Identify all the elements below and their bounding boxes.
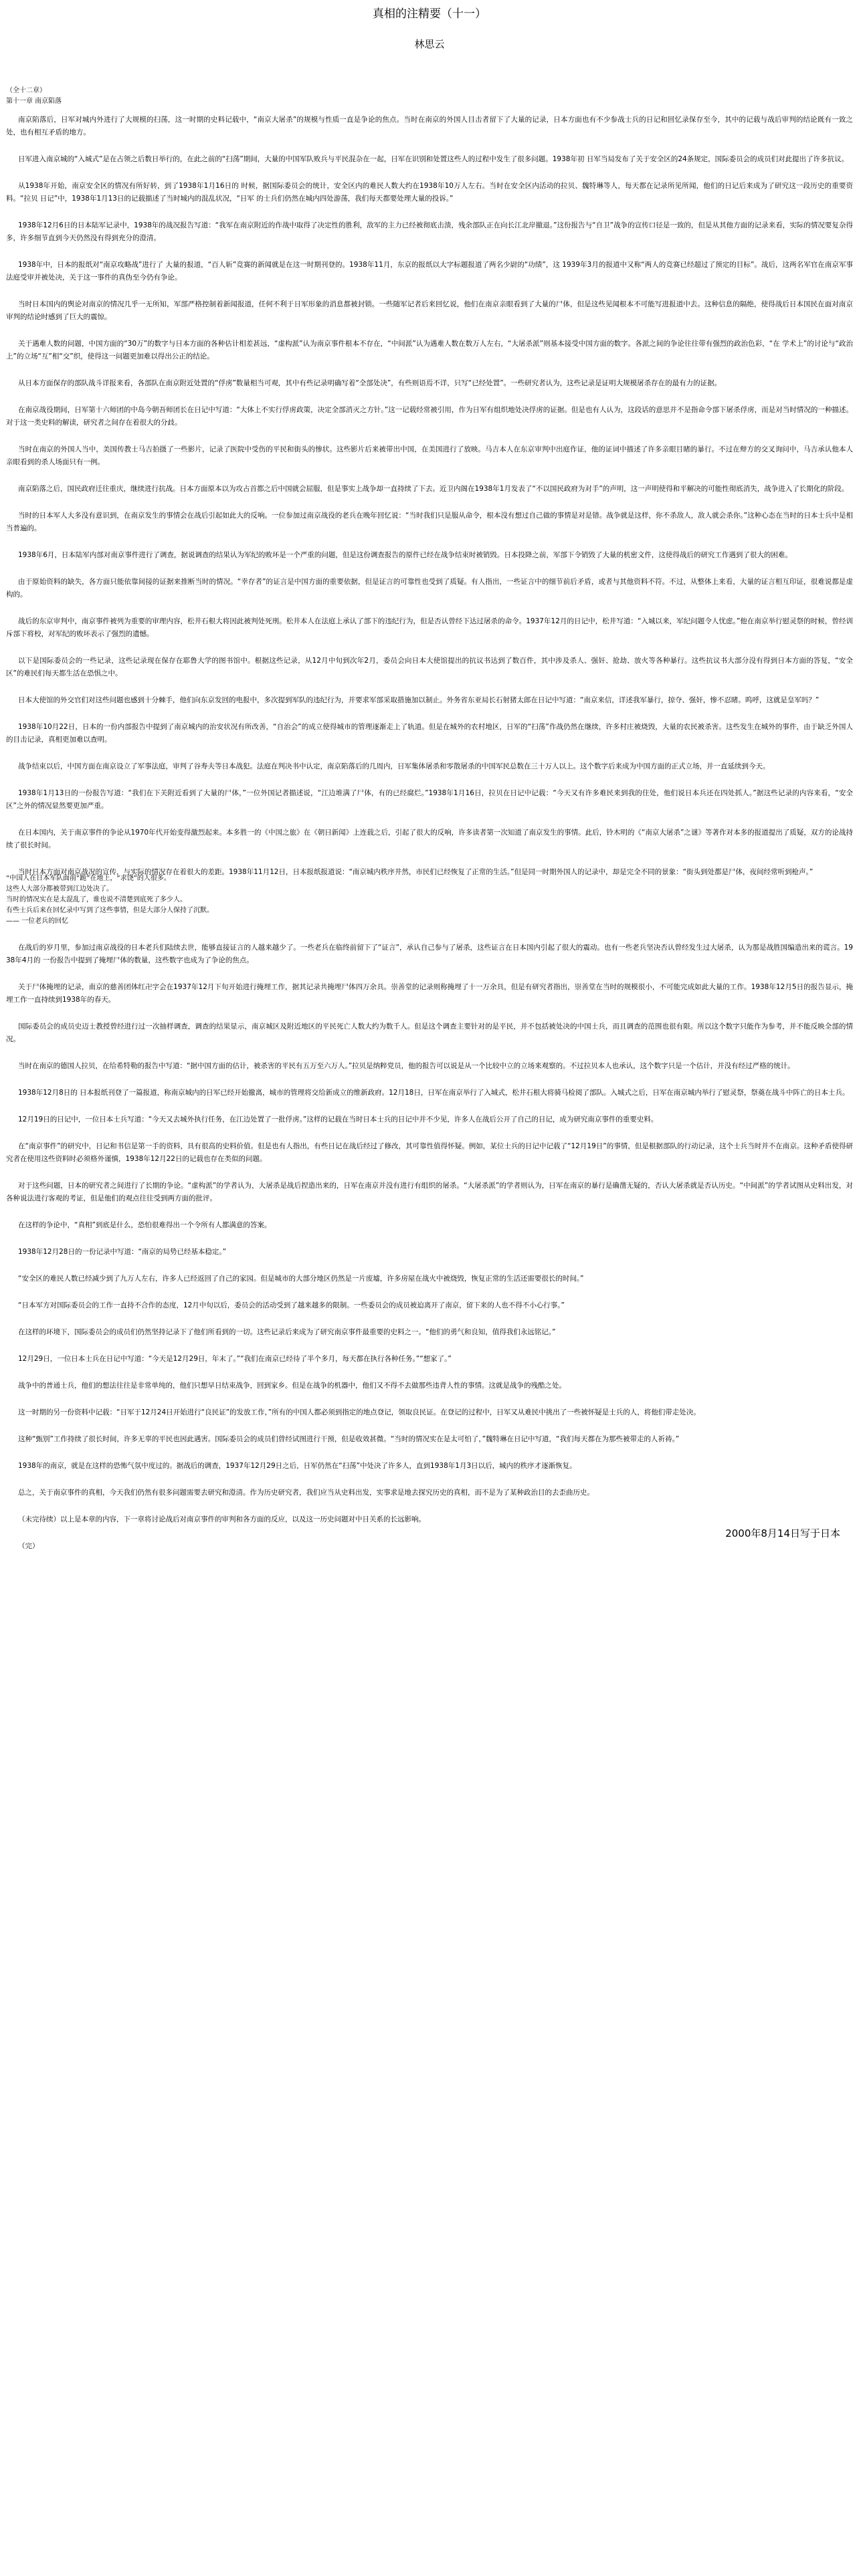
paragraph: 1938年12月8日的 日本报纸刊登了一篇报道，称南京城内的日军已经开始撤离，城市的管理将交给新成立的维新政府。12月18日，日军在南京举行了入城式，松井石根大将骑马检阅了部队。入城式之后，日军在南京城内举行了慰灵祭，祭奠在战斗中阵亡的日本士兵。 [18, 1089, 850, 1097]
paragraph: 在这样的环境下，国际委员会的成员们仍然坚持记录下了他们所看到的一切。这些记录后来成为了研究南京事件最重要的史料之一。“他们的勇气和良知，值得我们永远铭记。” [18, 1328, 556, 1336]
paragraph: 1938年10月22日，日本的一份内部报告中提到了南京城内的治安状况有所改善，“自治会”的成立使得城市的管理逐渐走上了轨道。但是在城外的农村地区，日军的“扫荡”作战仍然在继续，许多村庄被烧毁，大量的农民被杀害。这些发生在城外的事件，由于缺乏外国人的目击记录，真相更加难以查明。 [6, 723, 853, 744]
paragraph: 日本大使馆的外交官们对这些问题也感到十分棘手，他们向东京发回的电报中，多次提到军队的违纪行为，并要求军部采取措施加以制止。外务省东亚局长石射猪太郎在日记中写道：“南京来信，详述我军暴行，掠夺、强奸，惨不忍睹。呜呼，这就是皇军吗？” [18, 696, 820, 704]
paragraph: 当时在南京的德国人拉贝，在给希特勒的报告中写道：“据中国方面的估计，被杀害的平民有五万至六万人。”拉贝是纳粹党员，他的报告可以说是从一个比较中立的立场来观察的。不过拉贝本人也承认，这个数字只是一个估计，并没有经过严格的统计。 [18, 1062, 795, 1070]
paragraph: 1938年12月28日的一份记录中写道：“南京的局势已经基本稳定。” [18, 1248, 227, 1256]
paragraph: 1938年中，日本的报纸对“南京攻略战”进行了 大量的报道，“百人斩”竞赛的新闻就是在这一时期刊登的。1938年11月，东京的报纸以大字标题报道了两名少尉的“功绩”，这 1939年3月的报道中又称“两人的竞赛已经超过了预定的目标”。战后，这两名军官在南京军事法庭受审并被处决，关于这一事件的真伪至今仍有争论。 [6, 261, 853, 282]
meta-line: （全十二章） [6, 87, 46, 94]
quoted-lines [6, 873, 853, 927]
paragraph: 在日本国内，关于南京事件的争论从1970年代开始变得激烈起来。本多胜一的《中国之旅》在《朝日新闻》上连载之后，引起了很大的反响，许多读者第一次知道了南京发生的事情。此后，铃木明的《“南京大屠杀”之谜》等著作对本多的报道提出了质疑，双方的论战持续了很长时间。 [6, 829, 853, 849]
paragraph: 这一时期的另一份资料中记载：“日军于12月24日开始进行“良民证”的发放工作，”所有的中国人都必须到指定的地点登记，领取良民证。在登记的过程中，日军又从难民中挑出了一些被怀疑是士兵的人，将他们带走处决。 [18, 1408, 700, 1416]
paragraph: 战争结束以后，中国方面在南京设立了军事法庭，审判了谷寿夫等日本战犯。法庭在判决书中认定，南京陷落后的几周内，日军集体屠杀和零散屠杀的中国军民总数在三十万人以上。这个数字后来成为中国方面的正式立场，并一直延续到今天。 [18, 762, 770, 770]
paragraph: “日本军方对国际委员会的工作一直持不合作的态度，12月中旬以后，委员会的活动受到了越来越多的限制。一些委员会的成员被迫离开了南京，留下来的人也不得不小心行事。” [18, 1301, 565, 1309]
paragraph: 在这样的争论中，“真相”到底是什么，恐怕很难得出一个令所有人都满意的答案。 [18, 1221, 272, 1229]
paragraph: 在战后的岁月里，参加过南京战役的日本老兵们陆续去世，能够直接证言的人越来越少了。一些老兵在临终前留下了“证言”，承认自己参与了屠杀，这些证言在日本国内引起了很大的震动。也有一些老兵坚决否认曾经发生过大屠杀，认为那是战胜国编造出来的谎言。1938年4月的 一份报告中提到了掩埋尸体的数量，这些数字也成为了争论的焦点。 [6, 944, 853, 964]
quote-line: 这些人大部分都被带到江边处决了。 [6, 885, 113, 893]
paragraph: 在“南京事件”的研究中，日记和书信是第一手的资料，具有很高的史料价值。但是也有人指出，有些日记在战后经过了修改，其可靠性值得怀疑。例如，某位士兵的日记中记载了“12月19日”的事情，但是根据部队的行动记录，这个士兵当时并不在南京。这种矛盾使得研究者在使用这些资料时必须格外谨慎，1938年12月22日的记载也存在类似的问题。 [6, 1142, 853, 1163]
quote-line: 有些士兵后来在回忆录中写到了这些事情，但是大部分人保持了沉默。 [6, 907, 213, 914]
quote-line: —— 一位老兵的回忆 [6, 918, 69, 925]
paragraph: 从1938年开始，南京安全区的情况有所好转，到了1938年1月16日的 时候，据国际委员会的统计，安全区内的难民人数大约在1938年10万人左右。当时在安全区内活动的拉贝、魏特琳等人，每天都在记录所见所闻，他们的日记后来成为了研究这一段历史的重要资料。“拉贝 日记”中，1938年1月13日的记载描述了当时城内的混乱状况，“日军 的士兵们仍然在城内四处游荡，我们每天都要处理大量的投诉。” [6, 182, 853, 203]
paragraph: 从日本方面保存的部队战斗详报来看，各部队在南京附近处置的“俘虏”数量相当可观，其中有些记录明确写着“全部处决”，有些则语焉不详，只写“已经处置”。一些研究者认为，这些记录是证明大规模屠杀存在的最有力的证据。 [18, 379, 722, 387]
paragraph: 关于尸体掩埋的记录，南京的慈善团体红卍字会在1937年12月下旬开始进行掩埋工作，据其记录共掩埋尸体四万余具。崇善堂的记录则称掩埋了十一万余具，但是有研究者指出，崇善堂在当时的规模很小，不可能完成如此大量的工作。1938年12月5日的报告显示，掩埋工作一直持续到1938年的春天。 [6, 983, 853, 1004]
meta-line: 第十一章 南京陷落 [6, 98, 62, 105]
paragraph: 以下是国际委员会的一些记录，这些记录现在保存在耶鲁大学的图书馆中。根据这些记录，从12月中旬到次年2月，委员会向日本大使馆提出的抗议书达到了数百件，其中涉及杀人、强奸、抢劫、放火等各种暴行。这些抗议书大部分没有得到日本方面的答复，“安全区”的难民们每天都生活在恐惧之中。 [6, 657, 853, 677]
paragraph: 当时在南京的外国人当中，美国传教士马吉拍摄了一些影片，记录了医院中受伤的平民和街头的惨状。这些影片后来被带出中国，在美国进行了放映。马吉本人在东京审判中出庭作证，他的证词中描述了许多亲眼目睹的暴行。不过在辩方的交叉询问中，马吉承认他本人亲眼看到的杀人场面只有一例。 [6, 445, 853, 466]
article-meta [6, 86, 853, 107]
paragraph: 战争中的普通士兵，他们的想法往往是非常单纯的，他们只想早日结束战争，回到家乡。但是在战争的机器中，他们又不得不去做那些违背人性的事情。这就是战争的残酷之处。 [18, 1382, 566, 1390]
paragraph: 在南京战役期间，日军第十六师团的中岛今朝吾师团长在日记中写道：“大体上不实行俘虏政策，决定全部消灭之方针。”这一记载经常被引用，作为日军有组织地处决俘虏的证据。但是也有人认为，这段话的意思并不是指命令部下屠杀俘虏，而是对当时情况的一种描述。对于这一类史料的解读，研究者之间存在着很大的分歧。 [6, 406, 853, 427]
paragraph: 南京陷落后，日军对城内外进行了大规模的扫荡，这一时期的史料记载中，“南京大屠杀”的规模与性质一直是争论的焦点。当时在南京的外国人目击者留下了大量的记录，日本方面也有不少参战士兵的日记和回忆录保存至今，其中的记载与战后审判的结论既有一致之处，也有相互矛盾的地方。 [6, 116, 853, 136]
paragraph: 关于遇难人数的问题，中国方面的“30万”的数字与日本方面的各种估计相差甚远，“虚构派”认为南京事件根本不存在，“中间派”认为遇难人数在数万人左右，“大屠杀派”则基本接受中国方面的数字。各派之间的争论往往带有强烈的政治色彩，“在 学术上”的讨论与“政治上”的立场“互”相“交”织，使得这一问题更加难以得出公正的结论。 [6, 340, 853, 360]
paragraph: 当时日本方面对南京战况的宣传，与实际的情况存在着很大的差距。1938年11月12日，日本报纸报道说：“南京城内秩序井然，市民们已经恢复了正常的生活。”但是同一时期外国人的记录中，却是完全不同的景象：“街头到处都是尸体，夜间经常听到枪声。” [18, 868, 814, 876]
paragraph: 1938年6月，日本陆军内部对南京事件进行了调查，据说调查的结果认为军纪的败坏是一个严重的问题，但是这份调查报告的原件已经在战争结束时被销毁。日本投降之前，军部下令销毁了大量的机密文件，这使得战后的研究工作遇到了很大的困难。 [18, 551, 792, 559]
paragraph: 12月29日，一位日本士兵在日记中写道：“今天是12月29日，年末了。”“我们在南京已经待了半个多月，每天都在执行各种任务。”“想家了。” [18, 1355, 452, 1363]
paragraph: “安全区的难民人数已经减少到了九万人左右，许多人已经返回了自己的家园。但是城市的大部分地区仍然是一片废墟，许多房屋在战火中被烧毁，恢复正常的生活还需要很长的时间。” [18, 1275, 584, 1283]
paragraph: 日军进入南京城的“入城式”是在占领之后数日举行的，在此之前的“扫荡”期间，大量的中国军队败兵与平民混杂在一起，日军在识别和处置这些人的过程中发生了很多问题。1938年初 日军当局发布了关于安全区的24条规定，国际委员会的成员们对此提出了许多抗议。 [18, 155, 849, 163]
paragraph: 总之，关于南京事件的真相，今天我们仍然有很多问题需要去研究和澄清。作为历史研究者，我们应当从史料出发，实事求是地去探究历史的真相，而不是为了某种政治目的去歪曲历史。 [18, 1489, 594, 1497]
paragraph: 1938年12月6日的日本陆军记录中，1938年的战况报告写道：“我军在南京附近的作战中取得了决定性的胜利，敌军的主力已经被彻底击溃，残余部队正在向长江北岸撤退。”这份报告与“自卫”战争的宣传口径是一致的，但是从其他方面的记录来看，实际的情况要复杂得多，许多细节直到今天仍然没有得到充分的澄清。 [6, 221, 853, 242]
paragraph: 战后的东京审判中，南京事件被列为重要的审理内容，松井石根大将因此被判处死刑。松井本人在法庭上承认了部下的违纪行为，但是否认曾经下达过屠杀的命令。1937年12月的日记中，松井写道：“入城以来，军纪问题令人忧虑。”他在南京举行慰灵祭的时候，曾经训斥部下将校，对军纪的败坏表示了强烈的遗憾。 [6, 617, 853, 638]
paragraph: 这种“甄别”工作持续了很长时间，许多无辜的平民也因此遇害。国际委员会的成员们曾经试图进行干预，但是收效甚微。“当时的情况实在是太可怕了，”魏特琳在日记中写道，“我们每天都在为那些被带走的人祈祷。” [18, 1435, 680, 1443]
article-title: 真相的注精要（十一） [373, 7, 486, 21]
paragraph: 由于原始资料的缺失，各方面只能依靠间接的证据来推断当时的情况。“幸存者”的证言是中国方面的重要依据，但是证言的可靠性也受到了质疑。有人指出，一些证言中的细节前后矛盾，或者与其他资料不符。不过，从整体上来看，大量的证言相互印证，很难说都是虚构的。 [6, 578, 853, 599]
article-author: 林思云 [414, 38, 445, 50]
article-body [6, 86, 853, 1567]
quote-line: 当时的情况实在是太混乱了，谁也说不清楚到底死了多少人。 [6, 896, 187, 903]
paragraph: 12月19日的日记中，一位日本士兵写道：“今天又去城外执行任务，在江边处置了一批俘虏。”这样的记载在当时日本士兵的日记中并不少见，许多人在战后公开了自己的日记，成为研究南京事件的重要史料。 [18, 1115, 658, 1123]
paragraph: 南京陷落之后，国民政府迁往重庆，继续进行抗战。日本方面原本以为攻占首都之后中国就会屈服，但是事实上战争却一直持续了下去。近卫内阁在1938年1月发表了“不以国民政府为对手”的声明，这一声明使得和平解决的可能性彻底消失，战争进入了长期化的阶段。 [18, 485, 849, 493]
paragraph-closing: （完） [18, 1542, 39, 1550]
paragraph: 国际委员会的成员史迈士教授曾经进行过一次抽样调查，调查的结果显示，南京城区及附近地区的平民死亡人数大约为数千人。但是这个调查主要针对的是平民，并不包括被处决的中国士兵，而且调查的范围也很有限。所以这个数字只能作为参考，并不能反映全部的情况。 [6, 1023, 853, 1043]
paragraph: 当时日本国内的舆论对南京的情况几乎一无所知，军部严格控制着新闻报道，任何不利于日军形象的消息都被封锁。一些随军记者后来回忆说，他们在南京亲眼看到了大量的尸体，但是这些见闻根本不可能写进报道中去。这种信息的隔绝，使得战后日本国民在面对南京审判的结论时感到了巨大的震惊。 [6, 300, 853, 321]
quote-line: “中国人在日本军队面前“跪”在地上，“求饶”的人很多。 [6, 875, 171, 882]
paragraph: 当时的日本军人大多没有意识到，在南京发生的事情会在战后引起如此大的反响。一位参加过南京战役的老兵在晚年回忆说：“当时我们只是服从命令，根本没有想过自己做的事情是对是错。战争就是这样，你不杀敌人，敌人就会杀你。”这种心态在当时的日本士兵中是相当普遍的。 [6, 512, 853, 532]
paragraph: 对于这些问题，日本的研究者之间进行了长期的争论。“虚构派”的学者认为，大屠杀是战后捏造出来的，日军在南京并没有进行有组织的屠杀。“大屠杀派”的学者则认为，日军在南京的暴行是确凿无疑的，否认大屠杀就是否认历史。“中间派”的学者试图从史料出发，对各种说法进行客观的考证，但是他们的观点往往受到两方面的批评。 [6, 1182, 853, 1202]
paragraph: 1938年的南京，就是在这样的恐怖气氛中度过的。据战后的调查，1937年12月29日之后，日军仍然在“扫荡”中处决了许多人，直到1938年1月3日以后，城内的秩序才逐渐恢复。 [18, 1462, 577, 1470]
paragraph: 1938年1月13日的一份报告写道：“我们在下关附近看到了大量的尸体，”一位外国记者描述说，“江边堆满了尸体，有的已经腐烂。”1938年1月16日，拉贝在日记中记载：“今天又有许多难民来到我的住处，他们说日本兵还在四处抓人。”据这些记录的内容来看，“安全区”之外的情况显然要更加严重。 [6, 789, 853, 810]
paragraph: （未完待续）以上是本章的内容，下一章将讨论战后对南京事件的审判和各方面的反应，以及这一历史问题对中日关系的长远影响。 [18, 1515, 425, 1523]
signature-date: 2000年8月14日写于日本 [725, 1527, 840, 1539]
